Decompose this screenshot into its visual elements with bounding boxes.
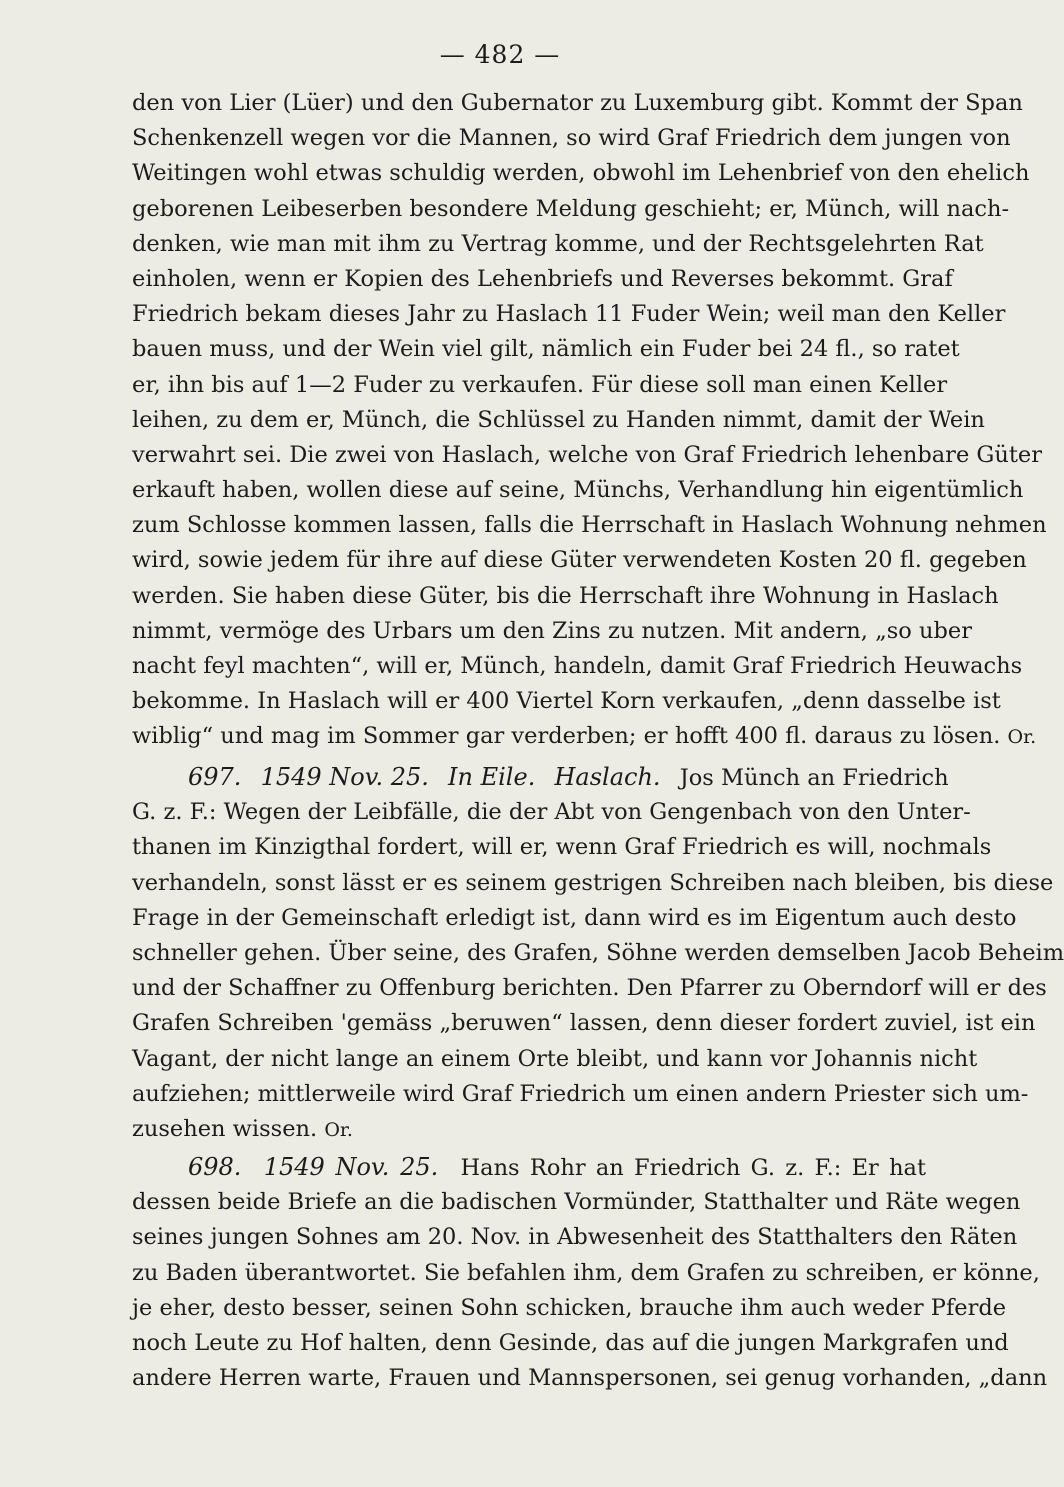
text-line: bauen muss, und der Wein viel gilt, nämlich ein Fuder bei 24 fl., so ratet bbox=[132, 336, 960, 363]
entry-note: In Eile. bbox=[448, 763, 536, 791]
text-line: je eher, desto besser, seinen Sohn schicken, brauche ihm auch weder Pferde bbox=[132, 1294, 1007, 1321]
text-line-content: wiblig“ und mag im Sommer gar verderben; er hofft 400 fl. daraus zu lösen. bbox=[132, 723, 1001, 750]
text-line: nacht feyl machten“, will er, Münch, handeln, damit Graf Friedrich Heuwachs bbox=[132, 653, 1023, 679]
text-line: Weitingen wohl etwas schuldig werden, obwohl im Lehenbrief von den ehelich bbox=[132, 160, 1030, 187]
text-line: Grafen Schreiben 'gemäss „beruwen“ lassen, denn dieser fordert zuviel, ist ein bbox=[132, 1010, 1036, 1037]
text-line: leihen, zu dem er, Münch, die Schlüssel zu Handen nimmt, damit der Wein bbox=[132, 406, 985, 433]
text-line: andere Herren warte, Frauen und Mannspersonen, sei genug vorhanden, „dann bbox=[132, 1365, 1048, 1392]
text-line: den von Lier (Lüer) und den Gubernator zu Luxemburg gibt. Kommt der Span bbox=[132, 90, 1023, 116]
entry-heading bbox=[132, 1150, 938, 1185]
source-ref: Or. bbox=[324, 1118, 353, 1141]
text-line: bekomme. In Haslach will er 400 Viertel Korn verkaufen, „denn dasselbe ist bbox=[132, 688, 1001, 715]
text-line: thanen im Kinzigthal fordert, will er, wenn Graf Friedrich es will, nochmals bbox=[132, 834, 992, 861]
text-line: aufziehen; mittlerweile wird Graf Friedrich um einen andern Priester sich um- bbox=[132, 1080, 1029, 1107]
text-line-content: zusehen wissen. bbox=[132, 1115, 318, 1142]
entry-number: 697. bbox=[188, 763, 242, 791]
entry-date: 1549 Nov. 25. bbox=[260, 763, 429, 791]
text-line: erkauft haben, wollen diese auf seine, Münchs, Verhandlung hin eigentümlich bbox=[132, 477, 1024, 504]
entry-first-line: Jos Münch an Friedrich bbox=[679, 765, 949, 791]
text-line: denken, wie man mit ihm zu Vertrag komme, und der Rechtsgelehrten Rat bbox=[132, 230, 984, 257]
text-line: verhandeln, sonst lässt er es seinem gestrigen Schreiben nach bleiben, bis diese bbox=[132, 869, 1054, 896]
entry-place: Haslach. bbox=[554, 763, 661, 791]
text-line: werden. Sie haben diese Güter, bis die Herrschaft ihre Wohnung in Haslach bbox=[132, 582, 999, 609]
text-line: seines jungen Sohnes am 20. Nov. in Abwesenheit des Statthalters den Räten bbox=[132, 1224, 1018, 1251]
text-line: und der Schaffner zu Offenburg berichten. Den Pfarrer zu Oberndorf will er des bbox=[132, 975, 1047, 1002]
text-line: Frage in der Gemeinschaft erledigt ist, dann wird es im Eigentum auch desto bbox=[132, 904, 1017, 931]
entry-heading bbox=[132, 760, 949, 795]
continued-paragraph bbox=[132, 86, 1047, 755]
entry-698 bbox=[132, 1150, 1048, 1396]
text-line: wird, sowie jedem für ihre auf diese Güter verwendeten Kosten 20 fl. gegeben bbox=[132, 547, 1027, 574]
text-line: nimmt, vermöge des Urbars um den Zins zu nutzen. Mit andern, „so uber bbox=[132, 617, 972, 644]
text-line: er, ihn bis auf 1—2 Fuder zu verkaufen. Für diese soll man einen Keller bbox=[132, 371, 948, 398]
text-line: geborenen Leibeserben besondere Meldung geschieht; er, Münch, will nach- bbox=[132, 195, 1010, 222]
text-line: Schenkenzell wegen vor die Mannen, so wird Graf Friedrich dem jungen von bbox=[132, 125, 1011, 152]
source-ref: Or. bbox=[1007, 726, 1037, 749]
text-line: Friedrich bekam dieses Jahr zu Haslach 11 Fuder Wein; weil man den Keller bbox=[132, 301, 1006, 328]
entry-697 bbox=[132, 760, 1064, 1147]
text-line: G. z. F.: Wegen der Leibfälle, die der Abt von Gengenbach von den Unter- bbox=[132, 799, 971, 826]
text-line: noch Leute zu Hof halten, denn Gesinde, das auf die jungen Markgrafen und bbox=[132, 1329, 1009, 1356]
text-line-with-ref bbox=[132, 719, 1037, 754]
text-line: einholen, wenn er Kopien des Lehenbriefs und Reverses bekommt. Graf bbox=[132, 265, 953, 292]
text-line: dessen beide Briefe an die badischen Vormünder, Statthalter und Räte wegen bbox=[132, 1189, 1021, 1216]
text-line: schneller gehen. Über seine, des Grafen, Söhne werden demselben Jacob Beheim bbox=[132, 939, 1064, 966]
text-line: zum Schlosse kommen lassen, falls die Herrschaft in Haslach Wohnung nehmen bbox=[132, 512, 1047, 539]
entry-date: 1549 Nov. 25. bbox=[263, 1153, 439, 1181]
entry-first-line: Hans Rohr an Friedrich G. z. F.: Er hat bbox=[460, 1155, 927, 1181]
text-line-with-ref bbox=[132, 1112, 938, 1147]
text-line: zu Baden überantwortet. Sie befahlen ihm, dem Grafen zu schreiben, er könne, bbox=[132, 1259, 1040, 1286]
page-number: — 482 — bbox=[439, 40, 561, 69]
entry-number: 698. bbox=[188, 1153, 242, 1181]
text-line: Vagant, der nicht lange an einem Orte bleibt, und kann vor Johannis nicht bbox=[132, 1045, 978, 1072]
text-line: verwahrt sei. Die zwei von Haslach, welche von Graf Friedrich lehenbare Güter bbox=[132, 441, 1042, 468]
